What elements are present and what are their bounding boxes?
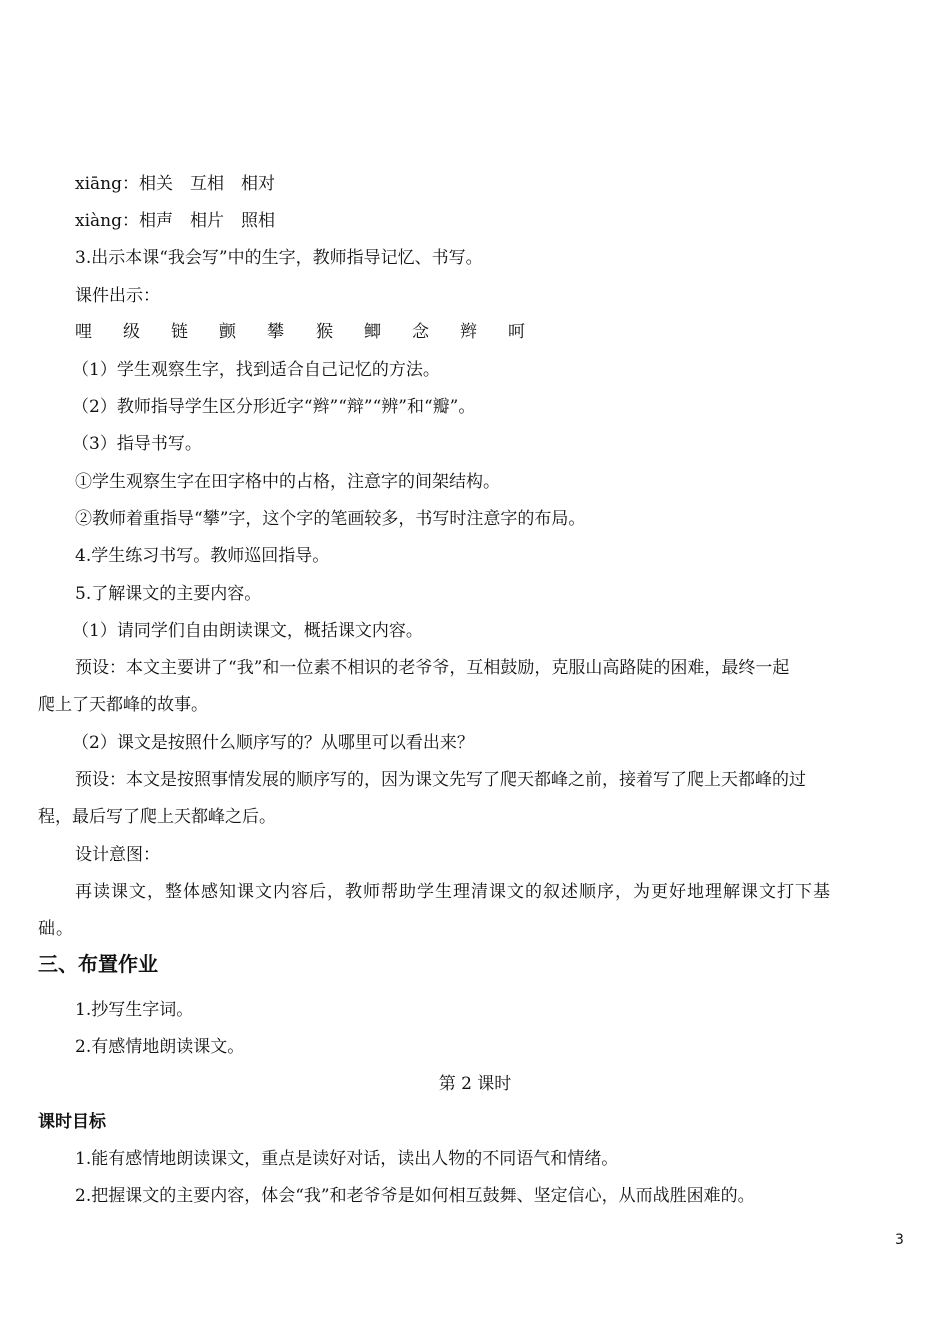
sub-step-2: （2）教师指导学生区分形近字“辫”“辩”“辨”和“瓣”。 bbox=[72, 397, 476, 417]
character: 念 bbox=[412, 322, 429, 342]
answer-2-line-1: 预设：本文是按照事情发展的顺序写的，因为课文先写了爬天都峰之前，接着写了爬上天都峰的过 bbox=[75, 770, 806, 790]
pinyin-xiang4-line: xiàng：相声 相片 照相 bbox=[75, 211, 275, 231]
design-intent-line-2: 础。 bbox=[38, 919, 74, 939]
step-4-text: 4.学生练习书写。教师巡回指导。 bbox=[75, 546, 330, 566]
section-3-heading: 三、布置作业 bbox=[38, 952, 158, 976]
sub-step-3: （3）指导书写。 bbox=[72, 434, 202, 454]
design-intent-paragraph bbox=[38, 874, 908, 948]
design-intent-line-1: 再读课文，整体感知课文内容后，教师帮助学生理清课文的叙述顺序，为更好地理解课文打下基 bbox=[75, 882, 831, 902]
question-1: （1）请同学们自由朗读课文，概括课文内容。 bbox=[72, 621, 423, 641]
step-5-text: 5.了解课文的主要内容。 bbox=[75, 584, 262, 604]
step-3-text: 3.出示本课“我会写”中的生字，教师指导记忆、书写。 bbox=[75, 248, 483, 268]
character: 鲫 bbox=[364, 322, 381, 342]
character: 级 bbox=[123, 322, 140, 342]
homework-1: 1.抄写生字词。 bbox=[75, 1000, 194, 1020]
character: 攀 bbox=[267, 322, 284, 342]
circled-step-1: ①学生观察生字在田字格中的占格，注意字的间架结构。 bbox=[75, 472, 500, 492]
pinyin-xiang1-line: xiāng：相关 互相 相对 bbox=[75, 174, 275, 194]
lesson-goals-heading: 课时目标 bbox=[38, 1112, 106, 1132]
answer-2-paragraph bbox=[38, 762, 900, 836]
character: 呵 bbox=[508, 322, 525, 342]
answer-1-line-1: 预设：本文主要讲了“我”和一位素不相识的老爷爷，互相鼓励，克服山高路陡的困难，最终一起 bbox=[75, 658, 790, 678]
design-intent-label: 设计意图： bbox=[75, 845, 160, 865]
character: 哩 bbox=[75, 322, 92, 342]
character: 链 bbox=[171, 322, 188, 342]
character: 辫 bbox=[460, 322, 477, 342]
goal-1: 1.能有感情地朗读课文，重点是读好对话，读出人物的不同语气和情绪。 bbox=[75, 1149, 619, 1169]
answer-2-line-2: 程，最后写了爬上天都峰之后。 bbox=[38, 807, 276, 827]
goal-2: 2.把握课文的主要内容，体会“我”和老爷爷是如何相互鼓舞、坚定信心，从而战胜困难的。 bbox=[75, 1186, 755, 1206]
homework-2: 2.有感情地朗读课文。 bbox=[75, 1037, 245, 1057]
question-2: （2）课文是按照什么顺序写的？从哪里可以看出来？ bbox=[72, 733, 474, 753]
lesson-2-title: 第 2 课时 bbox=[438, 1074, 512, 1094]
courseware-label: 课件出示： bbox=[75, 286, 160, 306]
character: 猴 bbox=[316, 322, 333, 342]
page-number: 3 bbox=[895, 1232, 904, 1248]
sub-step-1: （1）学生观察生字，找到适合自己记忆的方法。 bbox=[72, 360, 440, 380]
character: 颤 bbox=[219, 322, 236, 342]
circled-step-2: ②教师着重指导“攀”字，这个字的笔画较多，书写时注意字的布局。 bbox=[75, 509, 586, 529]
answer-1-paragraph bbox=[38, 650, 900, 724]
answer-1-line-2: 爬上了天都峰的故事。 bbox=[38, 695, 208, 715]
